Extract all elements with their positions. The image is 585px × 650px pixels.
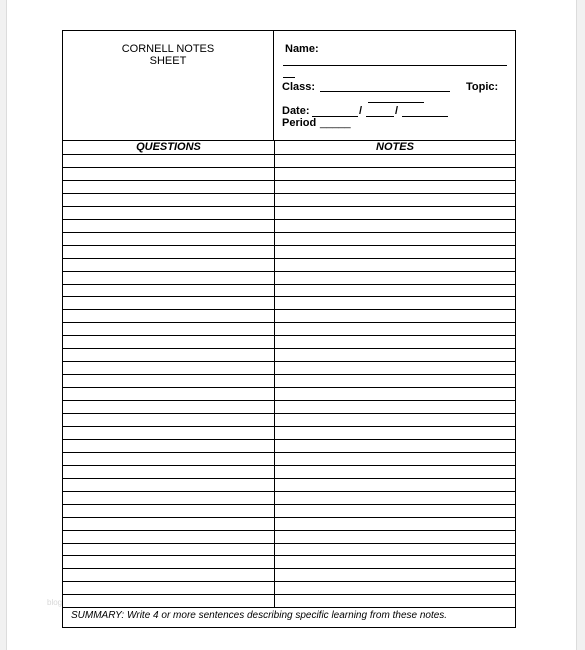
ruled-line [63,219,515,220]
ruled-line [63,568,515,569]
ruled-line [63,413,515,414]
ruled-line [63,206,515,207]
name-line[interactable] [283,65,507,66]
ruled-line [63,478,515,479]
ruled-line [63,374,515,375]
ruled-line [63,400,515,401]
name-label: Name: [285,43,319,55]
date-separator-1: / [359,105,363,117]
period-label: Period [282,117,317,129]
ruled-line [63,530,515,531]
ruled-line [63,271,515,272]
notes-grid [63,141,515,607]
class-line[interactable] [320,91,450,92]
ruled-line [63,309,515,310]
ruled-line [63,232,515,233]
ruled-line [63,193,515,194]
ruled-line [63,348,515,349]
ruled-line [63,452,515,453]
name-line-continued[interactable] [283,77,295,78]
date-label: Date: [282,105,310,117]
ruled-line [63,258,515,259]
notes-column-header: NOTES [376,141,414,153]
document-page [6,0,577,650]
info-cell [274,31,515,141]
ruled-line [63,543,515,544]
ruled-line [63,167,515,168]
ruled-line [63,439,515,440]
ruled-line [63,322,515,323]
sheet-header [63,31,515,141]
ruled-line [63,245,515,246]
summary-instructions: Write 4 or more sentences describing specific learning from these notes. [126,610,448,621]
ruled-line [63,581,515,582]
ruled-line [63,180,515,181]
ruled-line [63,361,515,362]
ruled-line [63,504,515,505]
cornell-notes-sheet [62,30,516,628]
topic-line[interactable] [368,102,424,103]
questions-column-header: QUESTIONS [136,141,201,153]
title-cell [63,31,274,141]
summary-section[interactable] [63,607,515,627]
ruled-line [63,555,515,556]
ruled-line [63,284,515,285]
topic-label: Topic: [466,81,499,93]
ruled-line [63,517,515,518]
date-day-line[interactable] [366,116,394,117]
date-year-line[interactable] [402,116,448,117]
ruled-line [63,491,515,492]
ruled-line [63,154,515,155]
ruled-line [63,426,515,427]
period-blank[interactable]: _____ [320,117,351,129]
ruled-line [63,594,515,595]
ruled-line [63,335,515,336]
date-separator-2: / [395,105,399,117]
ruled-line [63,387,515,388]
ruled-line [63,465,515,466]
watermark-text: blog [47,598,63,607]
title-line-2: SHEET [149,55,187,67]
class-label: Class: [282,81,316,93]
title-line-1: CORNELL NOTES [121,43,215,55]
summary-label: SUMMARY: [71,610,125,621]
ruled-line [63,296,515,297]
